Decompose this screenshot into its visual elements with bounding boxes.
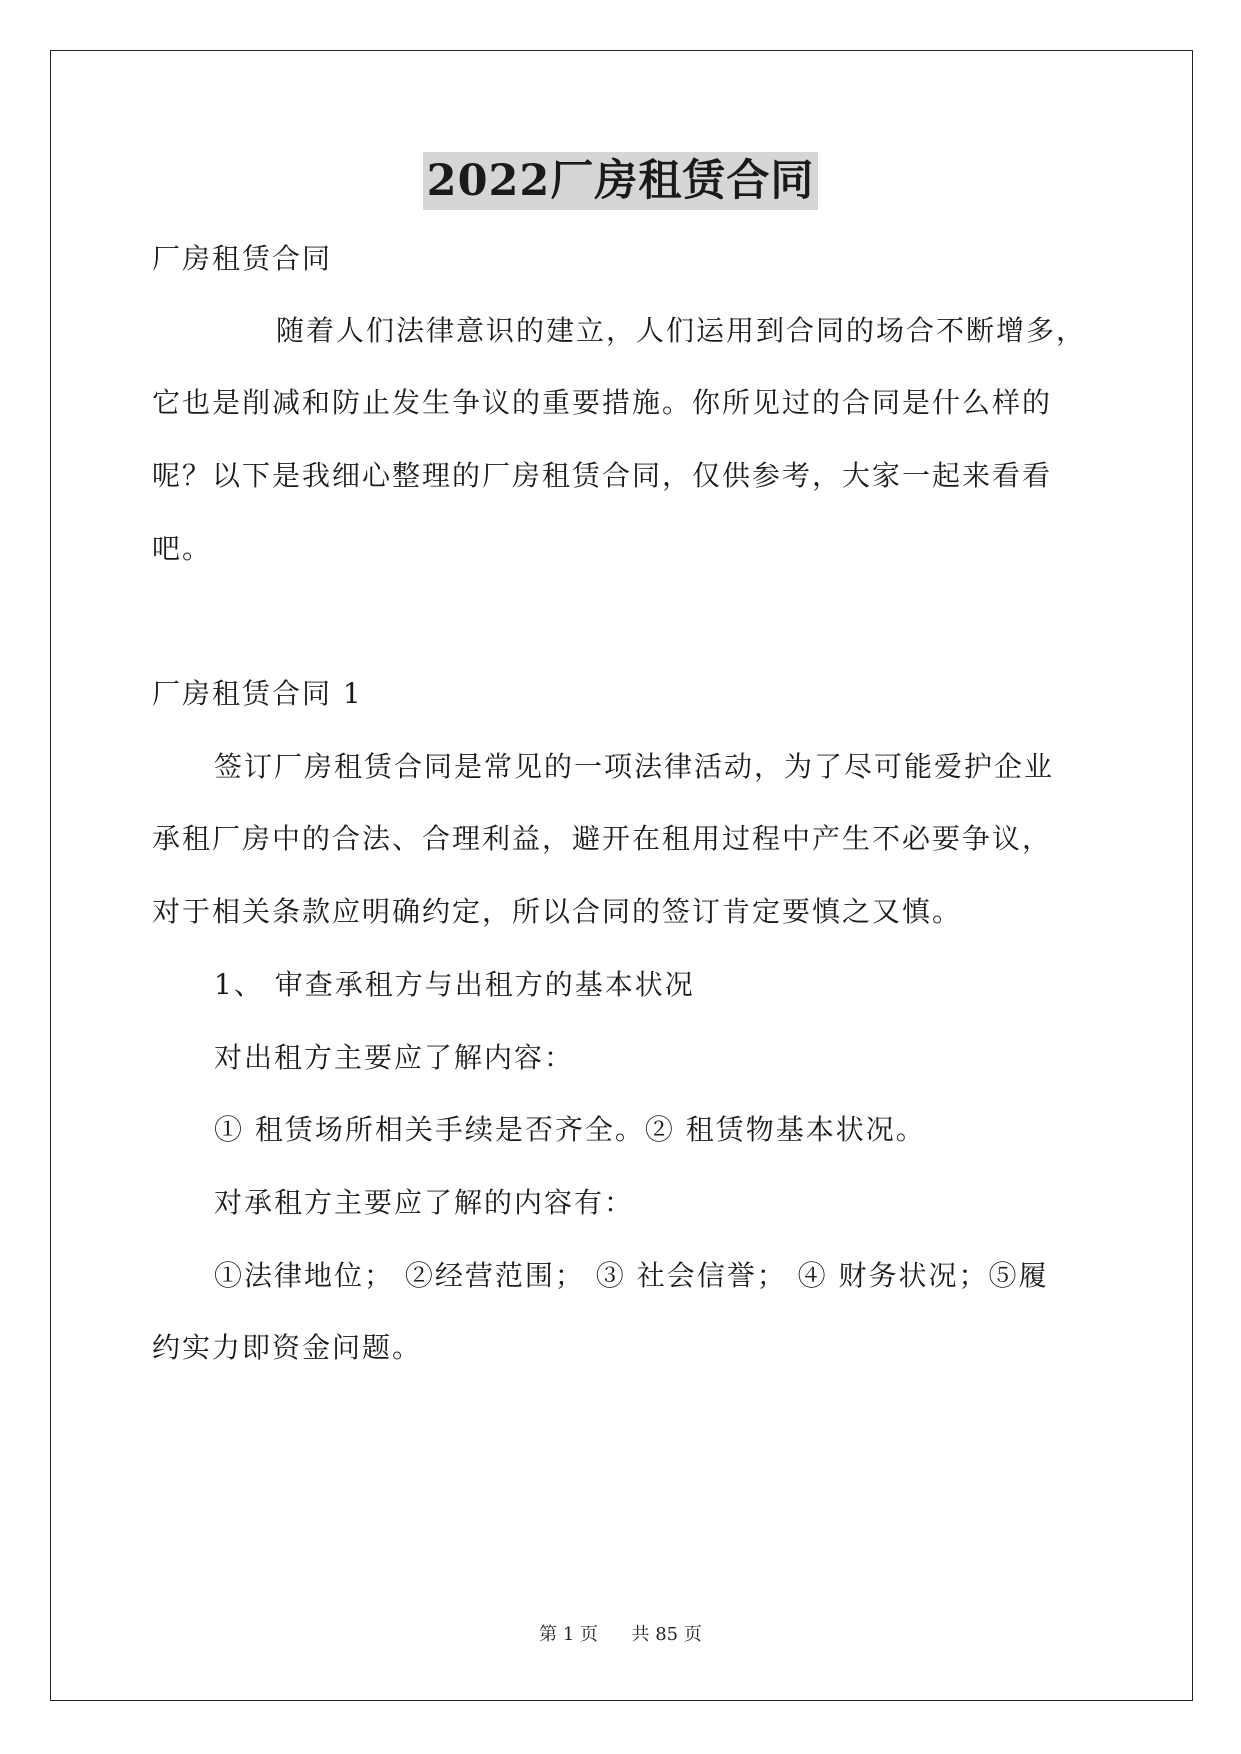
- paragraph-line: 对出租方主要应了解内容：: [214, 1041, 575, 1074]
- paragraph-line: 随着人们法律意识的建立，人们运用到合同的场合不断增多，: [276, 314, 1087, 347]
- paragraph-line: 签订厂房租赁合同是常见的一项法律活动，为了尽可能爱护企业: [214, 750, 1055, 783]
- page-number: 第 1 页: [539, 1624, 599, 1645]
- paragraph-line: ①法律地位； ②经营范围； ③ 社会信誉； ④ 财务状况；⑤履: [214, 1259, 1049, 1292]
- title-wrap: [0, 152, 1241, 210]
- section-heading: 厂房租赁合同: [152, 242, 333, 275]
- list-heading: 1、 审查承租方与出租方的基本状况: [214, 968, 695, 1001]
- paragraph-line: 对承租方主要应了解的内容有：: [214, 1186, 635, 1219]
- section-heading: 厂房租赁合同 1: [152, 677, 363, 710]
- paragraph-line: 对于相关条款应明确约定，所以合同的签订肯定要慎之又慎。: [152, 895, 963, 928]
- document-title: 2022厂房租赁合同: [423, 152, 819, 210]
- paragraph-line: 约实力即资金问题。: [152, 1331, 423, 1364]
- paragraph-line: 呢？以下是我细心整理的厂房租赁合同，仅供参考，大家一起来看看: [152, 459, 1053, 492]
- paragraph-line: 它也是削减和防止发生争议的重要措施。你所见过的合同是什么样的: [152, 386, 1053, 419]
- paragraph-line: 吧。: [152, 532, 213, 565]
- page-total: 共 85 页: [631, 1624, 702, 1645]
- paragraph-line: 承租厂房中的合法、合理利益，避开在租用过程中产生不必要争议，: [152, 822, 1053, 855]
- page-border: [50, 50, 1193, 1701]
- paragraph-line: ① 租赁场所相关手续是否齐全。② 租赁物基本状况。: [214, 1113, 926, 1146]
- page-footer: [0, 1620, 1241, 1646]
